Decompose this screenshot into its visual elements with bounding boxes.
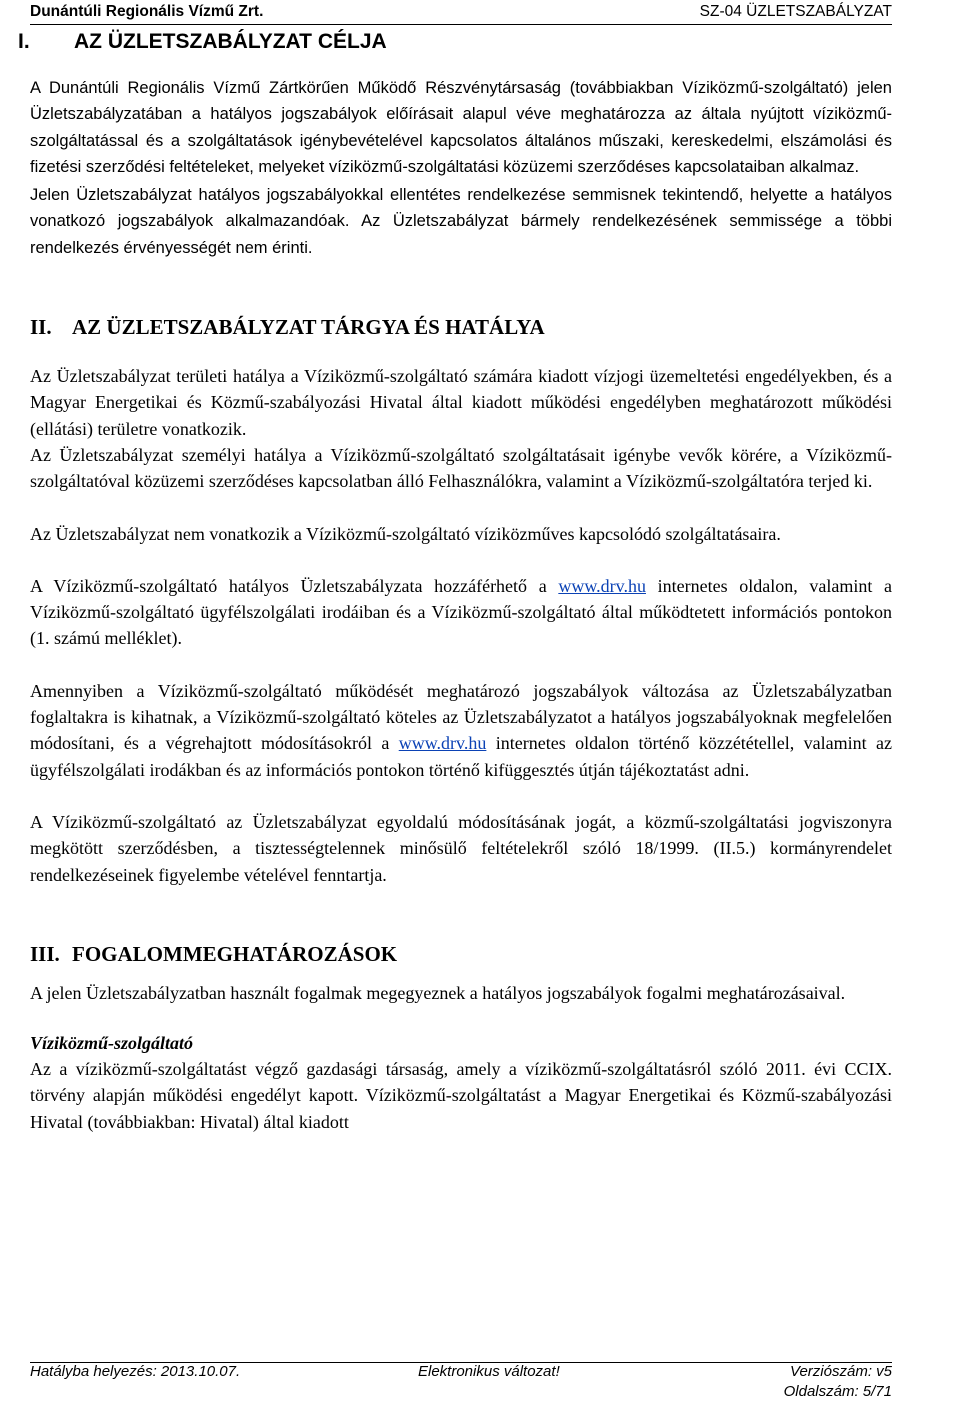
document-code: SZ-04 ÜZLETSZABÁLYZAT	[699, 3, 892, 20]
section-2-heading	[30, 313, 892, 341]
section-2-paragraph-3: Az Üzletszabályzat nem vonatkozik a Víziközmű-szolgáltató víziközműves kapcsolódó szolgáltatásaira.	[30, 523, 781, 544]
section-2-paragraph-2: Az Üzletszabályzat személyi hatálya a Víziközmű-szolgáltató szolgáltatásait igénybe vevők körére, a Víziközmű-szolgáltatóval közüzemi szerződéses kapcsolatban álló Felhasználókra, valamint a Víziközmű-szolgáltatóra terjed ki.	[30, 444, 892, 492]
document-body	[18, 26, 892, 1135]
section-3-title: FOGALOMMEGHATÁROZÁSOK	[72, 941, 398, 966]
term-definition: Az a víziközmű-szolgáltatást végző gazdasági társaság, amely a víziközmű-szolgáltatásról szóló 2011. évi CCIX. törvény alapján működési engedélyt kapott. Víziközmű-szolgáltatást a Magyar Energetikai és Közmű-szabályozási Hivatal (továbbiakban: Hivatal) által kiadott	[30, 1059, 892, 1132]
company-name: Dunántúli Regionális Vízmű Zrt.	[30, 3, 264, 20]
section-2-paragraph-4-text-a: A Víziközmű-szolgáltató hatályos Üzletszabályzata hozzáférhető a	[30, 575, 559, 596]
section-1-number: I.	[18, 30, 30, 53]
page-header	[30, 0, 892, 25]
section-1-paragraph-2: Jelen Üzletszabályzat hatályos jogszabályokkal ellentétes rendelkezése semmisnek tekintendő, helyette a hatályos vonatkozó jogszabályok alkalmazandóak. Az Üzletszabályzat bármely rendelkezésének semmissége a többi rendelkezés érvényességét nem érinti.	[30, 186, 892, 257]
drv-website-link-2[interactable]: www.drv.hu	[398, 733, 487, 754]
section-2-paragraph-5-text-a: Amennyiben a Víziközmű-szolgáltató működését meghatározó jogszabályok változása az Üzletszabályzatban foglaltakra is kihatnak, a Víziközmű-szolgáltató köteles az Üzletszabályzatot a hatályos jogszabályoknak megfelelően módosítani, és a végrehajtott módosításokról a	[30, 680, 892, 754]
section-3-intro: A jelen Üzletszabályzatban használt fogalmak megegyeznek a hatályos jogszabályok fogalmi meghatározásaival.	[30, 982, 846, 1003]
electronic-version-note: Elektronikus változat!	[418, 1363, 560, 1380]
section-2-paragraph-4-text-b: internetes oldalon, valamint a Víziközmű-szolgáltató ügyfélszolgálati irodáiban és a Víziközmű-szolgáltató által működtetett információs pontokon (1. számú melléklet).	[30, 575, 892, 649]
section-3-heading	[30, 940, 892, 968]
section-2-paragraph-5	[30, 678, 892, 783]
section-3-number: III.	[30, 941, 60, 966]
section-2-number: II.	[30, 315, 52, 340]
page-number: Oldalszám: 5/71	[783, 1383, 892, 1400]
section-1-paragraph-1: A Dunántúli Regionális Vízmű Zártkörűen Működő Részvénytársaság (továbbiakban Víziközmű-szolgáltató) jelen Üzletszabályzatában a hatályos jogszabályok előírásait alapul véve meghatározza az általa nyújtott víziközmű-szolgáltatással és a szolgáltatások igénybevételével kapcsolatos általános műszaki, kereskedelmi, elszámolási és fizetési szerződési feltételeket, melyeket víziközmű-szolgáltatási közüzemi szerződéses kapcsolataiban alkalmaz.	[30, 79, 892, 176]
section-2-paragraph-4	[30, 573, 892, 652]
section-2-paragraph-1: Az Üzletszabályzat területi hatálya a Víziközmű-szolgáltató számára kiadott vízjogi üzemeltetési engedélyekben, és a Magyar Energetikai és Közmű-szabályozási Hivatal által kiadott működési engedélyben meghatározott működési (ellátási) területre vonatkozik.	[30, 366, 892, 439]
section-2-paragraph-5-text-b: internetes oldalon történő közzététellel, valamint az ügyfélszolgálati irodákban és az információs pontokon történő kifüggesztés útján tájékoztatást adni.	[30, 733, 892, 780]
section-1-title: AZ ÜZLETSZABÁLYZAT CÉLJA	[74, 30, 387, 53]
section-2-paragraph-6: A Víziközmű-szolgáltató az Üzletszabályzat egyoldalú módosításának jogát, a közmű-szolgáltatási jogviszonyra megkötött szerződésben, a tisztességtelennek minősülő feltételekről szóló 18/1999. (II.5.) kormányrendelet rendelkezéseinek figyelembe vételével fenntartja.	[30, 811, 892, 885]
section-1-heading	[18, 26, 892, 58]
drv-website-link[interactable]: www.drv.hu	[558, 575, 646, 596]
effective-date: Hatályba helyezés: 2013.10.07.	[30, 1363, 241, 1380]
page-footer	[30, 1362, 892, 1403]
version-number: Verziószám: v5	[790, 1363, 892, 1380]
term-viziközmu-szolgaltato: Víziközmű-szolgáltató	[30, 1033, 194, 1054]
section-2-title: AZ ÜZLETSZABÁLYZAT TÁRGYA ÉS HATÁLYA	[72, 315, 545, 340]
